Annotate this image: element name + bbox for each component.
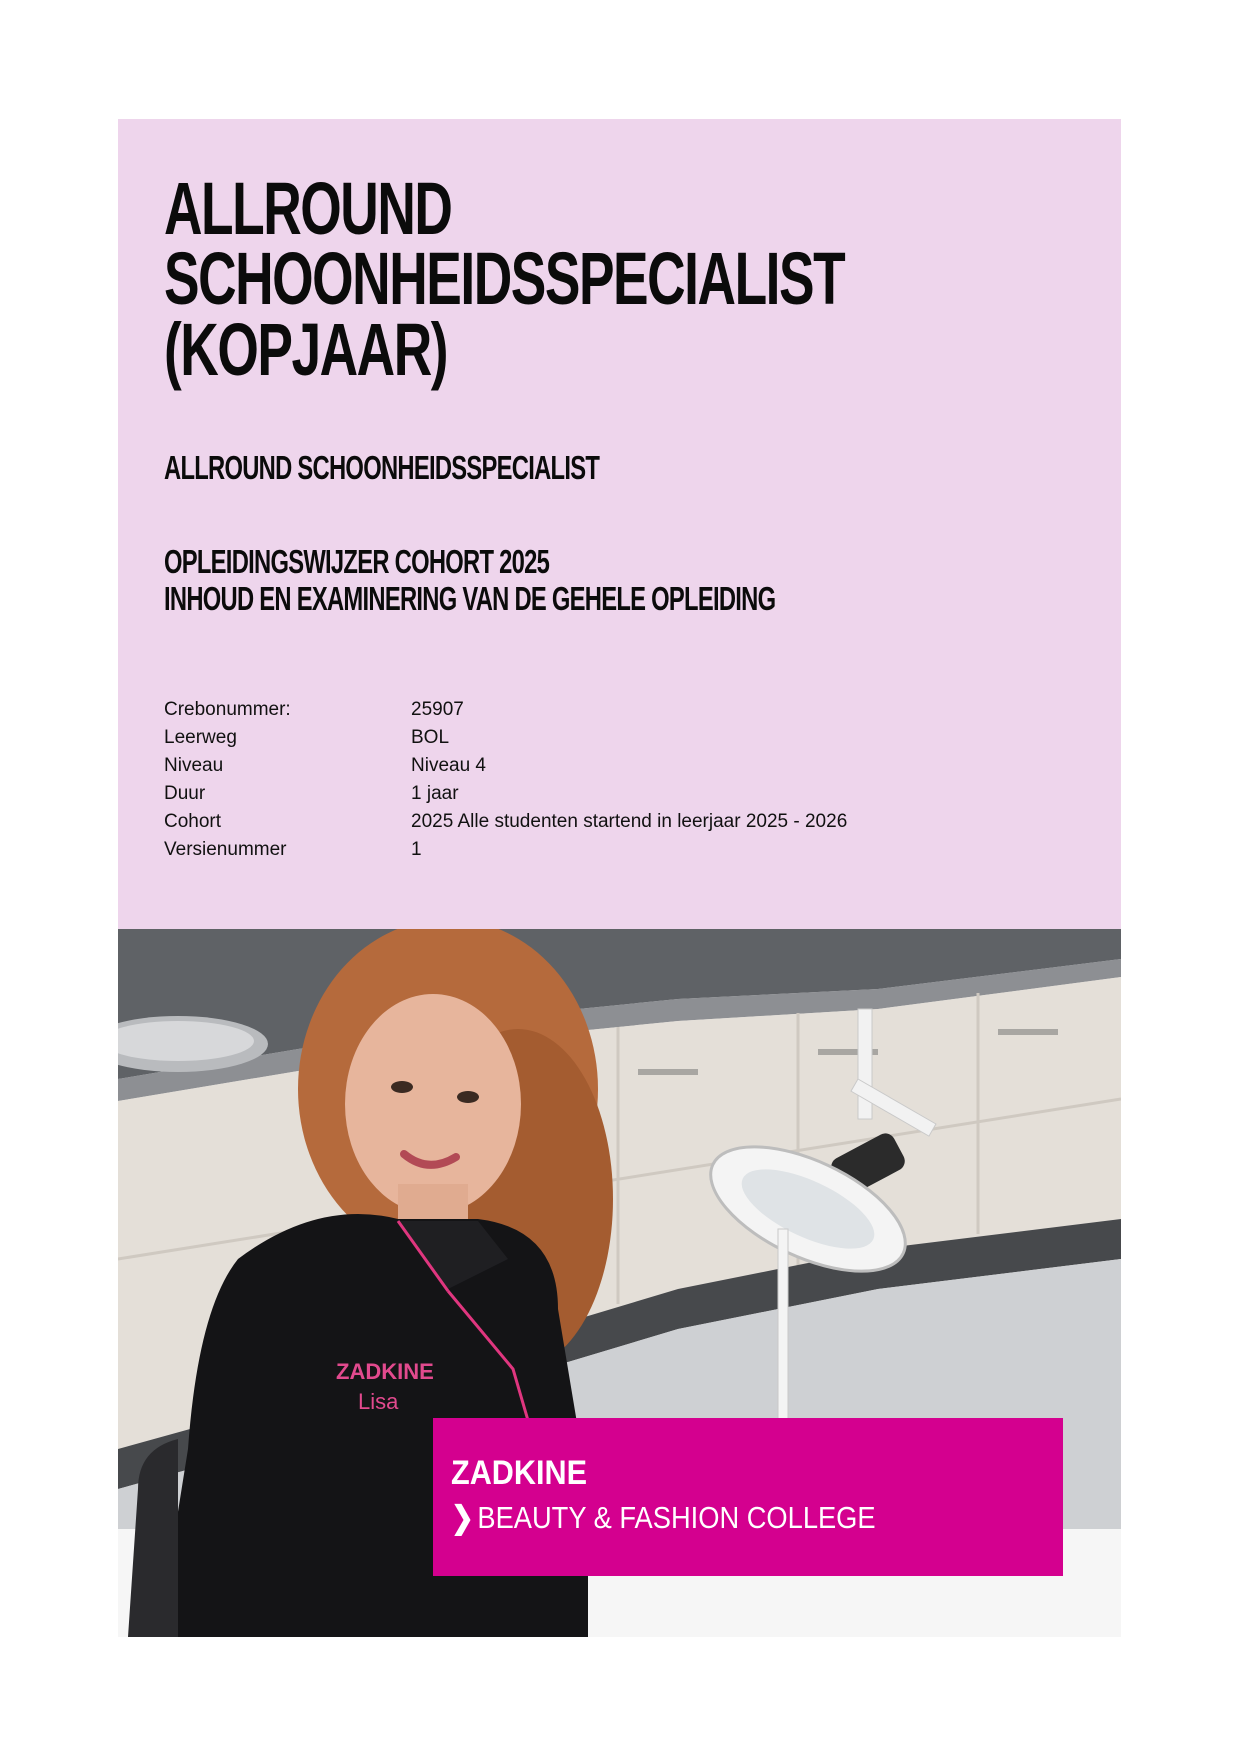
info-value: 2025 Alle studenten startend in leerjaar 2025 - 2026 — [411, 811, 848, 832]
guide-line: OPLEIDINGSWIJZER COHORT 2025 — [164, 543, 550, 580]
info-value: 1 jaar — [411, 783, 459, 804]
info-row — [164, 755, 847, 783]
title-block — [164, 167, 1064, 391]
page-title — [164, 167, 1064, 391]
info-value: Niveau 4 — [411, 755, 486, 776]
info-label: Crebonummer: — [164, 699, 291, 720]
info-value: 25907 — [411, 699, 464, 720]
title-line: (KOPJAAR) — [164, 307, 448, 391]
title-line: ALLROUND — [164, 167, 452, 250]
info-label: Leerweg — [164, 727, 237, 748]
info-value: 1 — [411, 839, 422, 860]
info-row — [164, 839, 847, 867]
info-row — [164, 699, 847, 727]
guide-line: INHOUD EN EXAMINERING VAN DE GEHELE OPLEIDING — [164, 579, 776, 617]
info-label: Niveau — [164, 755, 224, 776]
chevron-right-icon: ❯ — [451, 1500, 474, 1535]
info-label: Versienummer — [164, 839, 287, 860]
brand-subtitle: BEAUTY & FASHION COLLEGE — [477, 1500, 876, 1535]
page-subtitle: ALLROUND SCHOONHEIDSSPECIALIST — [164, 449, 600, 486]
title-panel — [118, 119, 1121, 929]
guide-heading — [164, 544, 775, 618]
college-logo-box — [433, 1418, 1063, 1576]
info-label: Duur — [164, 783, 206, 804]
cover-photo — [118, 929, 1121, 1637]
uniform-name-text: Lisa — [358, 1389, 399, 1414]
info-value: BOL — [411, 727, 450, 748]
brand-name: ZADKINE — [451, 1454, 587, 1492]
info-label: Cohort — [164, 811, 222, 832]
info-row — [164, 727, 847, 755]
info-row — [164, 811, 847, 839]
brand-subtitle-line — [451, 1500, 876, 1536]
title-line: SCHOONHEIDSSPECIALIST — [164, 237, 845, 321]
uniform-brand-text: ZADKINE — [336, 1359, 434, 1384]
info-row — [164, 783, 847, 811]
cover-page — [118, 119, 1121, 1637]
program-info-table — [164, 699, 847, 867]
